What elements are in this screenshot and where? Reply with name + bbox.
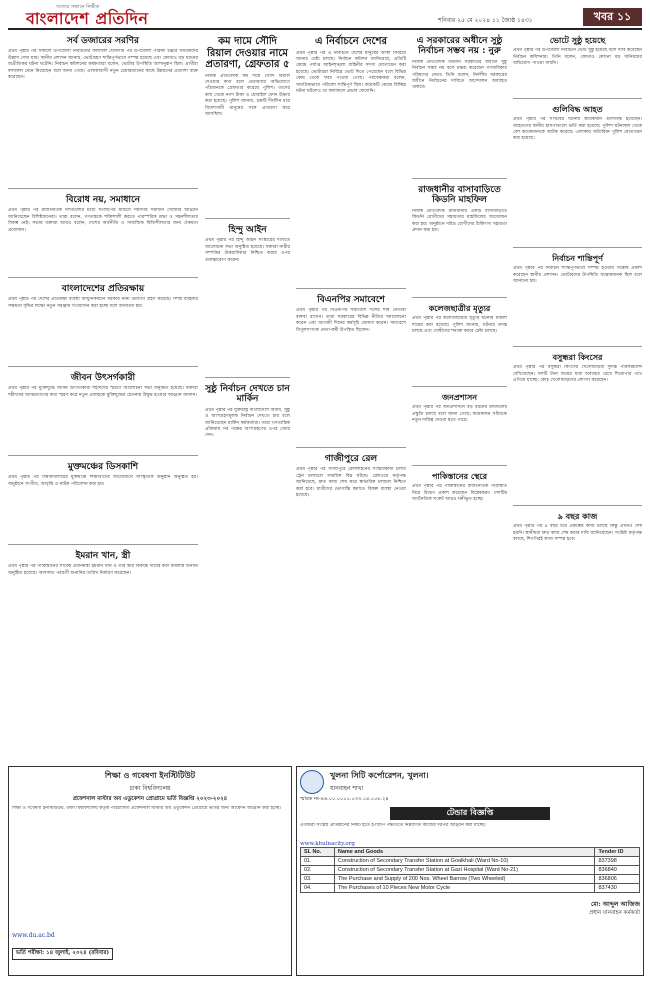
article-body: প্রথম পৃষ্ঠার পর বিশ্ববিদ্যালয়ের মুক্তমঞ্চে শিক্ষার্থীদের আয়োজনে সাংস্কৃতিক অনুষ্ঠান অনুষ্ঠিত হয়। অনুষ্ঠানে সংগীত, আবৃত্তি ও নাটক পরিবেশন করা হয়। xyxy=(8,475,198,487)
article-body: নিজস্ব প্রতিবেদক রাজধানীর একটি বাসাবাড়িতে কিডনি রোগীদের সহায়তায় মাহফিলের আয়োজন করা হয়। অনুষ্ঠানে দরিদ্র রোগীদের চিকিৎসা সহায়তা প্রদান করা হয়। xyxy=(412,208,507,233)
article-headline: ৯ বছর কাজ xyxy=(557,511,598,521)
article-body: প্রথম পৃষ্ঠার পর জনপ্রশাসনে বড় ধরনের রদবদলের প্রস্তুতি চলছে বলে জানা গেছে। কয়েকজন সচিবকে নতুন দায়িত্ব দেওয়া হতে পারে। xyxy=(412,405,507,423)
tender-website[interactable]: www.khulnacity.org xyxy=(300,841,355,847)
table-row: 01. Construction of Secondary Transfer Station at Goalkhali (Ward No-10) 837398 xyxy=(301,857,640,866)
tender-intro: এতদ্বারা সংশ্লিষ্ট প্রতিষ্ঠানের নিকট হতে ই-জিপি পদ্ধতিতে নিম্নবর্ণিত কাজের দরপত্র আহ্বান করা যাচ্ছে। xyxy=(300,823,486,828)
article-headline: সুষ্ঠু নির্বাচন দেখতে চান মার্কিন xyxy=(205,384,290,405)
article-headline: গাজীপুরে রেল xyxy=(324,454,378,464)
tender-table xyxy=(300,847,640,893)
article-block xyxy=(8,34,198,184)
article-headline: এ সরকারের অধীনে সুষ্ঠু নির্বাচন সম্ভব নয় : নুরু xyxy=(416,36,503,57)
ad-footer: ভর্তি পরীক্ষা: ১৪ জুলাই, ২০২৪ (রবিবার) xyxy=(12,948,113,960)
logo-tagline: সত্যের সন্ধানে নির্ভীক xyxy=(56,4,100,10)
tender-memo: স্মারক নং-৪৬.০০.০০০০.০৩৩.১৪.০০৮.২৪ xyxy=(300,796,389,802)
article-headline: সর্ব ডজারের সরণির xyxy=(67,36,139,46)
article-body: প্রথম পৃষ্ঠার পর এ নির্বাচনে দেশের মানুষের আস্থা ফিরিয়ে আনার চেষ্টা চলছে। নির্বাচন কমিশন জানিয়েছে, প্রতিটি কেন্দ্রে পর্যাপ্ত আইনশৃঙ্খলা বাহিনীর সদস্য মোতায়েন করা হয়েছে। ভোটাররা নির্বিঘ্নে ভোট দিতে পেরেছেন বলে বিভিন্ন কেন্দ্র থেকে খবর পাওয়া গেছে। পর্যবেক্ষকরা বলেন, সামগ্রিকভাবে পরিবেশ শান্তিপূর্ণ ছিল। কয়েকটি কেন্দ্রে বিচ্ছিন্ন ঘটনা ঘটলেও তা ফলাফলে প্রভাব ফেলেনি। xyxy=(296,50,406,94)
section-label: খবর ১১ xyxy=(583,8,642,26)
article-headline: নির্বাচন শান্তিপূর্ণ xyxy=(552,253,603,263)
newspaper-logo: বাংলাদেশ প্রতিদিন xyxy=(26,9,149,28)
table-header: Name and Goods xyxy=(334,848,595,857)
article-headline: ভোটে সুষ্ঠু হয়েছে xyxy=(549,35,606,45)
ad-subtitle: ঢাকা বিশ্ববিদ্যালয় xyxy=(129,785,171,792)
article-headline: ইমরান খান, স্ত্রী xyxy=(75,551,131,561)
article-body: প্রথম পৃষ্ঠার পর পাকিস্তানের সাবেক প্রধানমন্ত্রী ইমরান খান ও তার স্ত্রীর বিরুদ্ধে দায়ের করা মামলার শুনানি অনুষ্ঠিত হয়েছে। আদালত পরবর্তী শুনানির তারিখ নির্ধারণ করেছেন। xyxy=(8,564,198,576)
article-body: প্রথম পৃষ্ঠার পর যুক্তরাষ্ট্র বাংলাদেশে অবাধ, সুষ্ঠু ও অংশগ্রহণমূলক নির্বাচন দেখতে চায় বলে জানিয়েছেন মার্কিন কর্মকর্তারা। তারা গণতান্ত্রিক প্রক্রিয়ায় সব পক্ষের অংশগ্রহণের ওপর জোর দেন। xyxy=(205,407,290,439)
table-row: 03. The Purchase and Supply of 200 Nos. Wheel Barrow (Two Wheeled) 836806 xyxy=(301,875,640,884)
article-body: প্রথম পৃষ্ঠার পর বসুন্ধরা কিংসের খেলোয়াড়রা দুর্দান্ত পারফরম্যান্স দেখিয়েছেন। দলটি টানা জয়ের ধারা অব্যাহত রেখে শিরোপার পথে এগিয়ে যাচ্ছে। কোচ খেলোয়াড়দের প্রশংসা করেছেন। xyxy=(513,365,642,383)
table-row: 04. The Purchases of 10 Pieces New Motor Cycle 837430 xyxy=(301,884,640,893)
column-3 xyxy=(296,34,406,602)
newspaper-page xyxy=(8,6,642,978)
article-body: নিজস্ব প্রতিবেদক কম দামে সৌদি রিয়াল দেওয়ার কথা বলে প্রতারণার অভিযোগে পাঁচজনকে গ্রেফতার করেছে পুলিশ। তাদের কাছ থেকে নগদ টাকা ও মোবাইল ফোন উদ্ধার করা হয়েছে। পুলিশ জানায়, চক্রটি দীর্ঘদিন ধরে বিদেশগামী মানুষের সঙ্গে প্রতারণা করে আসছিল। xyxy=(205,73,290,117)
article-headline: বাংলাদেশের প্রতিরক্ষায় xyxy=(61,284,145,294)
masthead xyxy=(8,6,642,30)
article-headline: বিএনপির সমাবেশে xyxy=(317,295,385,305)
ad-body: শিক্ষা ও গবেষণা ইনস্টিটিউট, ঢাকা বিশ্ববিদ্যালয় কর্তৃক পরিচালিত প্রফেশনাল মাস্টার অব এডুকেশন প্রোগ্রামে ভর্তির জন্য আবেদন আহ্বান করা হচ্ছে। xyxy=(12,806,281,811)
date-line: শনিবার ২৫ মে ২০২৪ ১১ জ্যৈষ্ঠ ১৪৩১ xyxy=(438,17,533,24)
article-body: প্রথম পৃষ্ঠার পর গাজীপুরে রেললাইনের সংস্কারকাজ চলায় ট্রেন চলাচলে সাময়িক বিঘ্ন ঘটছে। রেলওয়ে কর্তৃপক্ষ জানিয়েছে, দ্রুত কাজ শেষ করে স্বাভাবিক চলাচল নিশ্চিত করা হবে। যাত্রীদের ভোগান্তি কমাতে বিকল্প ব্যবস্থা নেওয়া হয়েছে। xyxy=(296,467,406,498)
table-row: 02. Construction of Secondary Transfer Station at Gazi Hospital (Ward No-21) 836840 xyxy=(301,866,640,875)
article-body: প্রথম পৃষ্ঠার পর ৯ বছর ধরে প্রকল্পের কাজ চলছে কিন্তু এখনও শেষ হয়নি। স্থানীয়রা দ্রুত কাজ শেষ করার দাবি জানিয়েছেন। সংশ্লিষ্ট কর্তৃপক্ষ বলছে, শিগগিরই কাজ সম্পন্ন হবে। xyxy=(513,524,642,542)
article-body: নিজস্ব প্রতিবেদক বর্তমান সরকারের অধীনে সুষ্ঠু নির্বাচন সম্ভব নয় বলে মন্তব্য করেছেন গণঅধিকার পরিষদের নেতা। তিনি বলেন, নির্দলীয় সরকারের অধীনে নির্বাচনের দাবিতে আন্দোলন অব্যাহত থাকবে। xyxy=(412,59,507,91)
article-headline: এ নির্বাচনে দেশের xyxy=(315,36,387,47)
column-4 xyxy=(412,34,507,540)
tender-org: খুলনা সিটি কর্পোরেশন, খুলনা। xyxy=(330,770,429,780)
column-2 xyxy=(205,34,290,532)
tender-title: টেন্ডার বিজ্ঞপ্তি xyxy=(390,807,550,820)
ad-title: শিক্ষা ও গবেষণা ইনস্টিটিউট xyxy=(104,770,196,780)
article-headline: জীবন উৎসর্গকারী xyxy=(70,373,136,383)
article-body: প্রথম পৃষ্ঠার পর পাকিস্তানের রাজনৈতিক পরিস্থিতি নিয়ে উদ্বেগ প্রকাশ করেছেন বিশ্লেষকরা। দেশটির অর্থনৈতিক সংকট আরও ঘনীভূত হচ্ছে। xyxy=(412,484,507,502)
article-headline: কলেজছাত্রীর মৃত্যুর xyxy=(428,303,491,313)
table-header: Tender ID xyxy=(595,848,640,857)
article-headline: গুলিবিদ্ধ আহত xyxy=(552,104,603,114)
ad-heading: প্রফেশনাল মাস্টার অব এডুকেশন প্রোগ্রামে ভর্তি বিজ্ঞপ্তি ২০২৩-২০২৪ xyxy=(72,796,228,802)
signatory-name: মো: আব্দুল আজিজ xyxy=(590,901,640,908)
article-body: প্রথম পৃষ্ঠার পর হিন্দু আইন সংস্কারের দাবিতে আলোচনা সভা অনুষ্ঠিত হয়েছে। বক্তারা নারীর সম্পত্তির উত্তরাধিকার নিশ্চিত করার ওপর গুরুত্বারোপ করেন। xyxy=(205,238,290,263)
column-5 xyxy=(513,34,642,590)
article-body: প্রথম পৃষ্ঠার পর মুক্তিযুদ্ধে জীবন উৎসর্গকারী শহীদদের স্মরণে আলোচনা সভা অনুষ্ঠিত হয়েছে। বক্তারা শহীদদের আত্মত্যাগের কথা স্মরণ করে নতুন প্রজন্মকে মুক্তিযুদ্ধের চেতনায় উদ্বুদ্ধ হওয়ার আহ্বান জানান। xyxy=(8,386,198,398)
admission-ad xyxy=(8,766,292,976)
article-body: প্রথম পৃষ্ঠার পর বিএনপির সমাবেশে দলের শীর্ষ নেতারা বক্তব্য রাখেন। তারা সরকারের বিভিন্ন নীতির সমালোচনা করেন এবং আগামী দিনের কর্মসূচি ঘোষণা করেন। সমাবেশে বিপুলসংখ্যক নেতা-কর্মী উপস্থিত ছিলেন। xyxy=(296,308,406,333)
table-header: SL No. xyxy=(301,848,335,857)
article-headline: মুক্তমঞ্চের ডিসকাশি xyxy=(67,462,139,472)
tender-dept: যানবাহন শাখা xyxy=(330,785,364,792)
article-headline: পাকিস্তানের স্থেরে xyxy=(431,471,488,481)
ad-website[interactable]: www.du.ac.bd xyxy=(12,932,55,939)
article-headline: জনপ্রশাসন xyxy=(441,392,478,402)
article-headline: রাজধানীর বাসাবাড়িতে কিডনি মাহফিল xyxy=(418,185,501,206)
article-body: প্রথম পৃষ্ঠার পর দেশের প্রতিরক্ষা ব্যবস্থা আধুনিকায়নে সরকার নানা উদ্যোগ গ্রহণ করেছে। সশস্ত্র বাহিনীর সক্ষমতা বৃদ্ধির লক্ষ্যে নতুন সরঞ্জাম সংযোজন করা হচ্ছে বলে জানানো হয়। xyxy=(8,297,198,309)
article-body: প্রথম পৃষ্ঠার পর সকালে উপজেলা নির্বাচনের ফলাফল ঘোষণার পর উপজেলা পরিষদ চত্বরে সমর্থকদের উল্লাস দেখা যায়। স্থানীয় প্রশাসন জানায়, ভোটগ্রহণ শান্তিপূর্ণভাবে সম্পন্ন হয়েছে এবং কোথাও বড় ধরনের অপ্রীতিকর ঘটনা ঘটেনি। নির্বাচন কমিশনের কর্মকর্তারা বলেন, ভোটার উপস্থিতি আশানুরূপ ছিল। প্রার্থীরা ফলাফল মেনে নিয়েছেন বলে জানা গেছে। এলাকাবাসী নতুন চেয়ারম্যানের কাছে উন্নয়নের প্রত্যাশা ব্যক্ত করেছেন। xyxy=(8,49,198,80)
article-body: প্রথম পৃষ্ঠার পর রাজনৈতিক দলগুলোর মধ্যে সংলাপের মাধ্যমে সমস্যার সমাধান খোঁজার আহ্বান জানিয়েছেন বিশিষ্টজনেরা। তারা বলেন, গণতন্ত্রকে শক্তিশালী করতে পারস্পরিক শ্রদ্ধা ও সহনশীলতার বিকল্প নেই। সভায় বক্তারা আরও বলেন, দেশের অর্থনীতি ও সামাজিক স্থিতিশীলতার জন্য ঐকমত্য প্রয়োজন। xyxy=(8,208,198,233)
article-body: প্রথম পৃষ্ঠার পর নির্বাচন শান্তিপূর্ণভাবে সম্পন্ন হওয়ায় সন্তোষ প্রকাশ করেছেন স্থানীয় প্রশাসন। ভোটারদের উপস্থিতি সন্তোষজনক ছিল বলে জানানো হয়। xyxy=(513,266,642,284)
article-headline: বসুন্ধরা কিংসের xyxy=(552,352,603,362)
tender-ad xyxy=(296,766,644,976)
article-headline: বিরোধ নয়, সমাধানে xyxy=(65,195,141,205)
article-headline: কম দামে সৌদি রিয়াল দেওয়ার নামে প্রতারণা, গ্রেফতার ৫ xyxy=(205,36,290,70)
article-body: প্রথম পৃষ্ঠার পর সংঘর্ষের ঘটনায় কয়েকজন গুলিবিদ্ধ হয়েছেন। আহতদের স্থানীয় হাসপাতালে ভর্তি করা হয়েছে। পুলিশ ঘটনাস্থল থেকে বেশ কয়েকজনকে আটক করেছে। এলাকায় অতিরিক্ত পুলিশ মোতায়েন করা হয়েছে। xyxy=(513,117,642,142)
column-1 xyxy=(8,34,198,649)
article-body: প্রথম পৃষ্ঠার পর উপজেলা নির্বাচনে ভোট সুষ্ঠু হয়েছে বলে দাবি করেছেন নির্বাচন কমিশনার। তিনি বলেন, কোথাও কোনো বড় অনিয়মের অভিযোগ পাওয়া যায়নি। xyxy=(513,48,642,66)
city-corporation-seal-icon xyxy=(300,770,324,794)
article-headline: হিন্দু আইন xyxy=(228,225,267,235)
signatory-title: প্রধান যানবাহন কর্মকর্তা xyxy=(589,910,640,916)
article-body: প্রথম পৃষ্ঠার পর কলেজছাত্রীর মৃত্যুর ঘটনায় মামলা দায়ের করা হয়েছে। পুলিশ জানায়, ঘটনার তদন্ত চলছে এবং দোষীদের শনাক্ত করার চেষ্টা চলছে। xyxy=(412,316,507,334)
